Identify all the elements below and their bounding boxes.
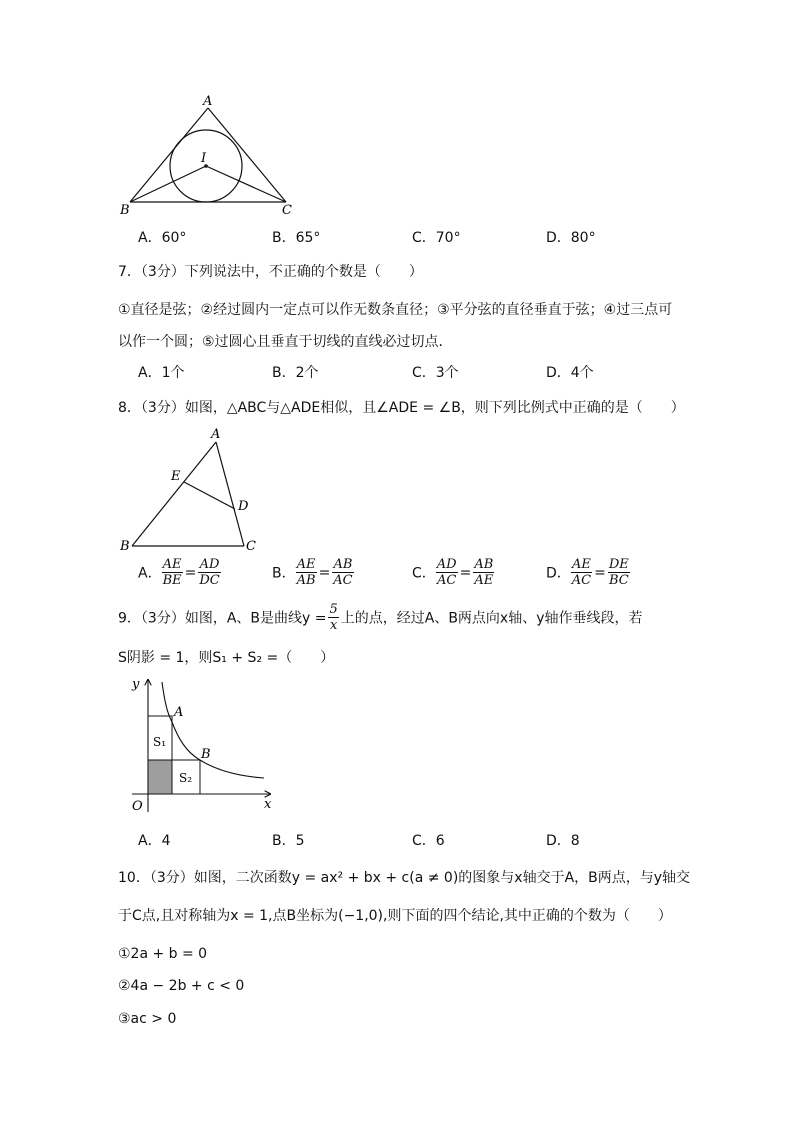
option-label: D． — [546, 565, 571, 582]
label-i: I — [201, 151, 207, 166]
label-c: C — [282, 203, 292, 218]
q8-stem: 8．（3分）如图，△ABC与△ADE相似，且∠ADE = ∠B，则下列比例式中正确的是（ ） — [118, 400, 685, 416]
q9-option-c: C．6 — [412, 833, 445, 849]
q6-option-b: B．65° — [272, 230, 321, 246]
q9-option-d: D．8 — [546, 833, 580, 849]
option-label: C． — [412, 565, 436, 582]
q8-option-b — [272, 557, 354, 588]
q8-option-c — [412, 557, 494, 588]
q6-option-a: A．60° — [138, 230, 187, 246]
q8-figure — [110, 422, 270, 554]
side-ab — [132, 442, 216, 546]
fraction-left: $\frac{AE}{AC}$ — [571, 557, 592, 588]
option-label: A． — [138, 565, 162, 582]
side-ac — [208, 108, 286, 202]
q6-figure — [110, 92, 310, 222]
q7-stem: 7．（3分）下列说法中，不正确的个数是（ ） — [118, 264, 423, 280]
label-c: C — [246, 539, 256, 554]
label-o: O — [132, 799, 143, 814]
q10-stem: 10．（3分）如图，二次函数y = ax² + bx + c(a ≠ 0)的图象与x轴交于A，B两点，与y轴交 — [118, 870, 691, 886]
q7-line1: ①直径是弦；②经过圆内一定点可以作无数条直径；③平分弦的直径垂直于弦；④过三点可 — [118, 302, 673, 318]
q9-option-b: B．5 — [272, 833, 305, 849]
option-label: B． — [272, 565, 296, 582]
label-b: B — [120, 539, 130, 554]
equals-sign: = — [184, 564, 197, 581]
label-s1: S₁ — [153, 735, 167, 749]
segment-ic — [206, 166, 286, 202]
label-y: y — [132, 677, 140, 692]
label-s2: S₂ — [179, 771, 193, 785]
q7-option-d: D．4个 — [546, 365, 594, 381]
q8-option-a — [138, 557, 221, 588]
q6-option-c: C．70° — [412, 230, 461, 246]
fraction-right: $\frac{AB}{AC}$ — [333, 557, 353, 588]
q10-item-3: ③ac > 0 — [118, 1011, 177, 1027]
q9-fraction: $\frac{5}{x}$ — [329, 602, 338, 633]
label-a: A — [174, 705, 184, 720]
label-d: D — [238, 499, 249, 514]
fraction-right: $\frac{AD}{DC}$ — [199, 557, 220, 588]
q7-option-a: A．1个 — [138, 365, 185, 381]
q9-option-a: A．4 — [138, 833, 171, 849]
side-ab — [130, 108, 208, 202]
label-b: B — [201, 747, 211, 762]
label-a: A — [203, 94, 213, 109]
equals-sign: = — [459, 564, 472, 581]
hyperbola-curve — [162, 682, 264, 778]
q10-line2: 于C点,且对称轴为x = 1,点B坐标为(−1,0),则下面的四个结论,其中正确的个数为（ ） — [118, 908, 672, 924]
q7-line2: 以作一个圆；⑤过圆心且垂直于切线的直线必过切点． — [118, 334, 453, 350]
side-ac — [216, 442, 244, 546]
equals-sign: = — [318, 564, 331, 581]
fraction-right: $\frac{AB}{AE}$ — [474, 557, 494, 588]
q6-option-d: D．80° — [546, 230, 596, 246]
q9-line2: S阴影 = 1，则S₁ + S₂ =（ ） — [118, 650, 335, 666]
fraction-left: $\frac{AE}{AB}$ — [296, 557, 316, 588]
equals-sign: = — [594, 564, 606, 581]
label-e: E — [171, 469, 181, 484]
q10-item-1: ①2a + b = 0 — [118, 946, 208, 962]
label-x: x — [264, 797, 272, 812]
shaded-region — [148, 760, 172, 794]
q10-item-2: ②4a − 2b + c < 0 — [118, 978, 245, 994]
q7-option-c: C．3个 — [412, 365, 459, 381]
label-b: B — [120, 203, 130, 218]
q7-option-b: B．2个 — [272, 365, 319, 381]
q8-option-d — [546, 557, 630, 588]
fraction-right: $\frac{DE}{BC}$ — [608, 557, 629, 588]
q9-stem — [118, 602, 643, 633]
segment-ib — [130, 166, 206, 202]
fraction-left: $\frac{AD}{AC}$ — [436, 557, 457, 588]
q9-figure — [118, 672, 288, 818]
fraction-left: $\frac{AE}{BE}$ — [162, 557, 182, 588]
q9-stem-part1: 9．（3分）如图，A、B是曲线y = — [118, 610, 327, 627]
q9-stem-part2: 上的点，经过A、B两点向x轴、y轴作垂线段，若 — [340, 610, 643, 627]
label-a: A — [211, 427, 221, 442]
